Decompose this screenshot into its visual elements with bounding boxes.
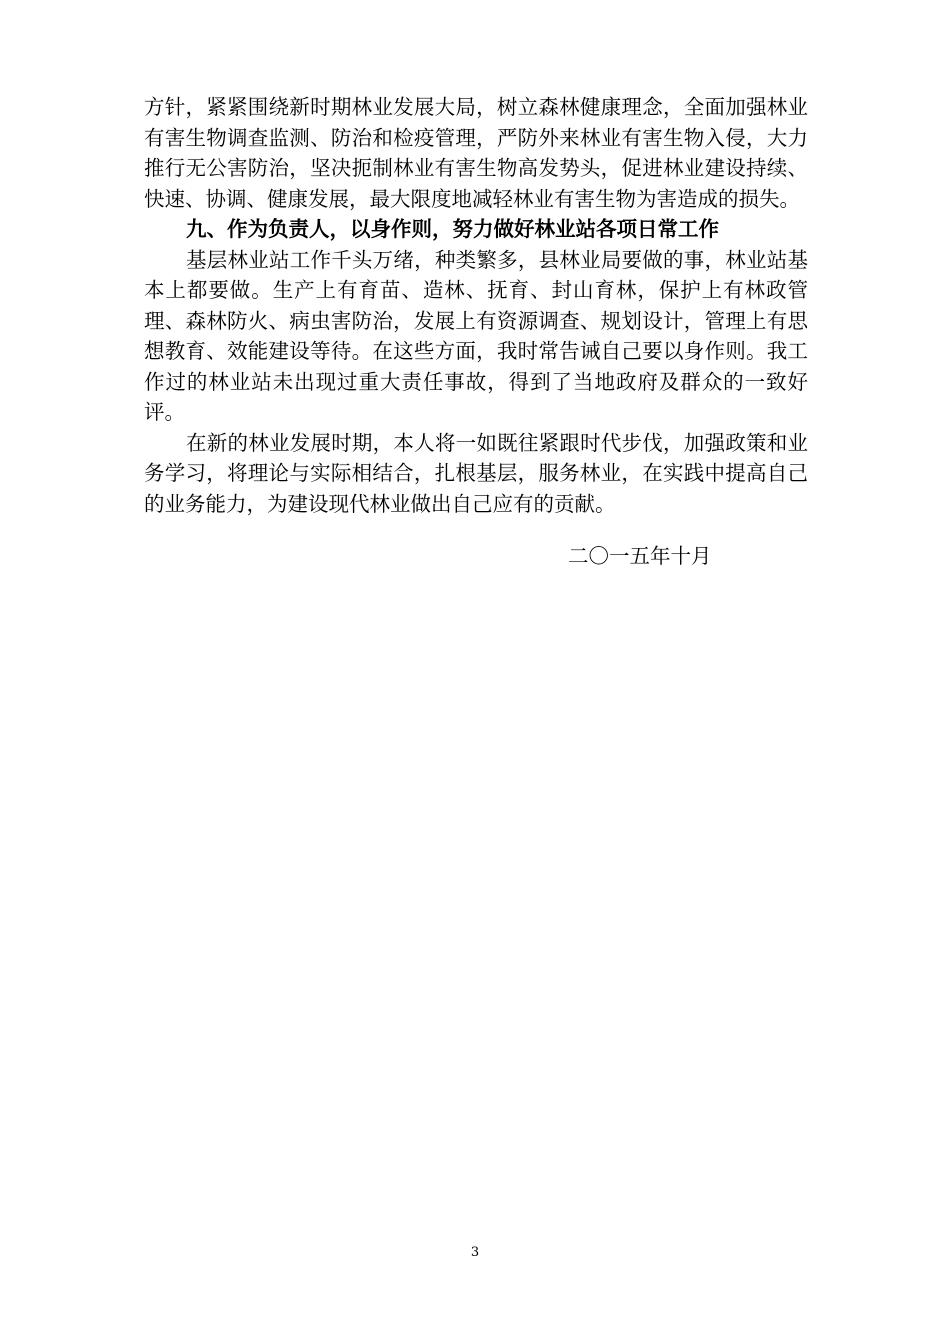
signature-date: 二〇一五年十月 bbox=[568, 544, 712, 568]
closing-paragraph: 在新的林业发展时期，本人将一如既往紧跟时代步伐，加强政策和业务学习，将理论与实际相结合，扎根基层，服务林业，在实践中提高自己的业务能力，为建设现代林业做出自己应有的贡献。 bbox=[144, 430, 808, 516]
section-paragraph: 基层林业站工作千头万绪，种类繁多，县林业局要做的事，林业站基本上都要做。生产上有育苗、造林、抚育、封山育林，保护上有林政管理、森林防火、病虫害防治，发展上有资源调查、规划设计，管理上有思想教育、效能建设等待。在这些方面，我时常告诫自己要以身作则。我工作过的林业站未出现过重大责任事故，得到了当地政府及群众的一致好评。 bbox=[144, 247, 808, 424]
document-body bbox=[144, 92, 808, 519]
section-heading: 九、作为负责人，以身作则，努力做好林业站各项日常工作 bbox=[186, 217, 719, 241]
page-number: 3 bbox=[470, 1245, 480, 1260]
paragraph-continuation: 方针，紧紧围绕新时期林业发展大局，树立森林健康理念，全面加强林业有害生物调查监测、防治和检疫管理，严防外来林业有害生物入侵，大力推行无公害防治，坚决扼制林业有害生物高发势头，促进林业建设持续、快速、协调、健康发展，最大限度地减轻林业有害生物为害造成的损失。 bbox=[144, 95, 808, 211]
